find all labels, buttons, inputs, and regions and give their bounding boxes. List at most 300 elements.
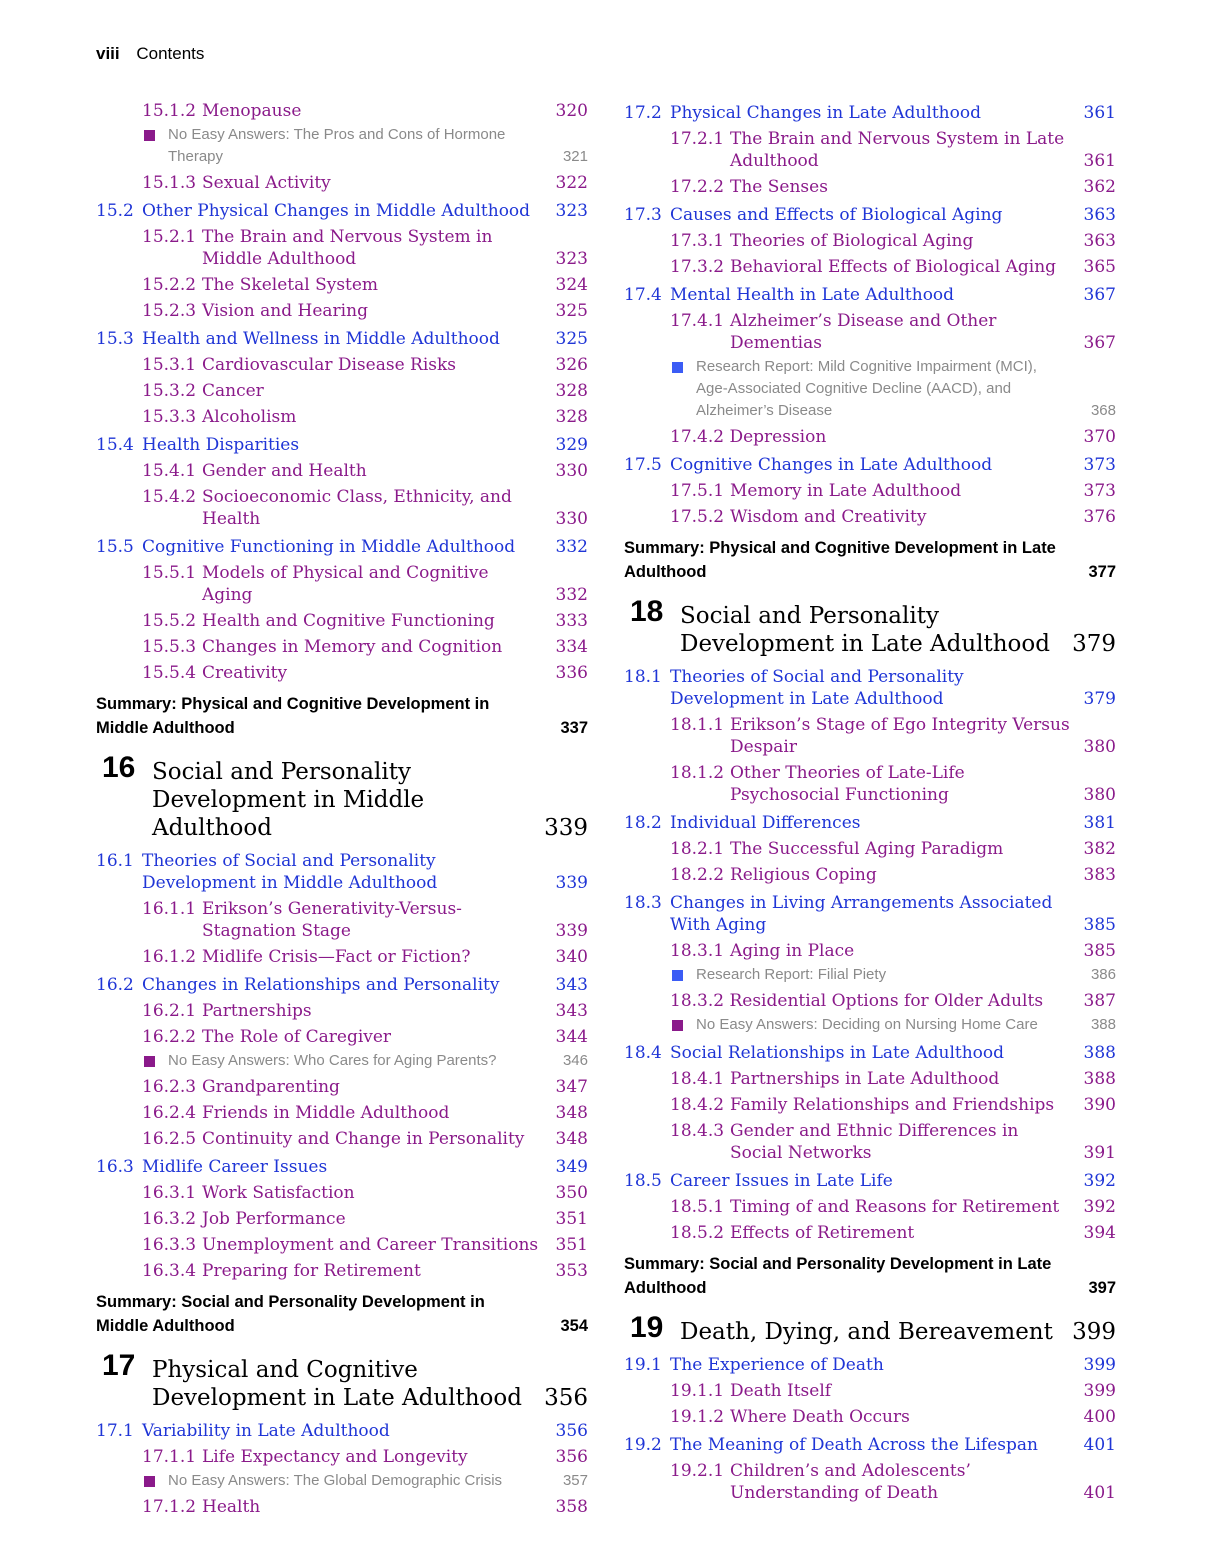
entry-title: The Brain and Nervous System in Middle Adulthood xyxy=(202,227,493,269)
no-easy-answers-square-icon xyxy=(144,1476,155,1487)
toc-subsection-entry[interactable] xyxy=(624,426,1116,448)
entry-number: 18.4.1 xyxy=(670,1069,725,1089)
entry-page: 401 xyxy=(1083,1435,1116,1455)
entry-number: 17.1 xyxy=(96,1421,134,1441)
entry-page: 330 xyxy=(555,461,588,481)
entry-title: Summary: Physical and Cognitive Development in Middle Adulthood xyxy=(96,695,490,737)
entry-page: 387 xyxy=(1083,991,1116,1011)
entry-page: 390 xyxy=(1083,1095,1116,1115)
entry-page: 386 xyxy=(1090,966,1116,983)
entry-title: Death, Dying, and Bereavement xyxy=(680,1319,1053,1345)
entry-number: 17.2 xyxy=(624,103,662,123)
chapter-number: 18 xyxy=(630,595,664,628)
toc-subsection-entry[interactable] xyxy=(96,1102,588,1124)
toc-summary-entry[interactable] xyxy=(624,1252,1116,1300)
entry-number: 17.3.1 xyxy=(670,231,725,251)
entry-title: Work Satisfaction xyxy=(202,1183,355,1203)
entry-page: 330 xyxy=(555,509,588,529)
toc-subsection-entry[interactable] xyxy=(96,100,588,122)
entry-page: 379 xyxy=(1083,689,1116,709)
entry-page: 385 xyxy=(1083,941,1116,961)
toc-summary-entry[interactable] xyxy=(96,692,588,740)
entry-page: 381 xyxy=(1083,813,1116,833)
toc-summary-entry[interactable] xyxy=(96,1290,588,1338)
entry-page: 347 xyxy=(555,1077,588,1097)
research-report-square-icon xyxy=(672,970,683,981)
toc-subsection-entry[interactable] xyxy=(96,460,588,482)
entry-title: Theories of Biological Aging xyxy=(730,231,974,251)
entry-number: 17.3.2 xyxy=(670,257,725,277)
chapter-number: 16 xyxy=(102,751,136,784)
entry-page: 392 xyxy=(1083,1171,1116,1191)
entry-title: Summary: Social and Personality Development in Late Adulthood xyxy=(624,1255,1052,1297)
entry-number: 15.4.1 xyxy=(142,461,197,481)
entry-page: 322 xyxy=(555,173,588,193)
entry-title: Physical and Cognitive Development in Late Adulthood xyxy=(152,1357,522,1411)
entry-title: Changes in Relationships and Personality xyxy=(142,975,500,995)
entry-page: 340 xyxy=(555,947,588,967)
entry-title: Physical Changes in Late Adulthood xyxy=(670,103,981,123)
entry-page: 391 xyxy=(1083,1143,1116,1163)
toc-subsection-entry[interactable] xyxy=(624,1094,1116,1116)
entry-title: No Easy Answers: Deciding on Nursing Home Care xyxy=(696,1016,1038,1033)
toc-subsection-entry[interactable] xyxy=(624,256,1116,278)
toc-section-entry[interactable] xyxy=(96,974,588,996)
entry-page: 401 xyxy=(1083,1483,1116,1503)
toc-section-entry[interactable] xyxy=(96,850,588,894)
entry-page: 351 xyxy=(555,1235,588,1255)
entry-page: 343 xyxy=(555,1001,588,1021)
toc-section-entry[interactable] xyxy=(96,1156,588,1178)
entry-number: 17.2.1 xyxy=(670,129,725,149)
entry-number: 15.5.2 xyxy=(142,611,197,631)
toc-section-entry[interactable] xyxy=(624,666,1116,710)
entry-number: 19.2 xyxy=(624,1435,662,1455)
toc-subsection-entry[interactable] xyxy=(624,1406,1116,1428)
entry-title: Other Physical Changes in Middle Adulthood xyxy=(142,201,531,221)
entry-title: The Brain and Nervous System in Late Adulthood xyxy=(730,129,1065,171)
entry-title: Models of Physical and Cognitive Aging xyxy=(202,563,489,605)
entry-title: Variability in Late Adulthood xyxy=(142,1421,390,1441)
entry-page: 329 xyxy=(555,435,588,455)
entry-title: Gender and Health xyxy=(202,461,367,481)
entry-title: Gender and Ethnic Differences in Social Networks xyxy=(730,1121,1019,1163)
entry-page: 363 xyxy=(1083,231,1116,251)
entry-number: 16.1.1 xyxy=(142,899,197,919)
entry-number: 17.5 xyxy=(624,455,662,475)
entry-page: 399 xyxy=(1083,1355,1116,1375)
entry-page: 385 xyxy=(1083,915,1116,935)
entry-page: 356 xyxy=(555,1447,588,1467)
entry-title: No Easy Answers: The Global Demographic Crisis xyxy=(168,1472,503,1489)
entry-title: Health Disparities xyxy=(142,435,300,455)
entry-title: Where Death Occurs xyxy=(730,1407,910,1427)
toc-subsection-entry[interactable] xyxy=(96,898,588,942)
entry-number: 15.3.3 xyxy=(142,407,197,427)
toc-feature-box-entry[interactable] xyxy=(624,1014,1116,1036)
entry-title: Social and Personality Development in Middle Adulthood xyxy=(152,759,425,841)
entry-title: Theories of Social and Personality Development in Late Adulthood xyxy=(670,667,964,709)
toc-subsection-entry[interactable] xyxy=(96,300,588,322)
toc-subsection-entry[interactable] xyxy=(624,128,1116,172)
entry-title: Research Report: Filial Piety xyxy=(696,966,887,983)
toc-section-entry[interactable] xyxy=(96,200,588,222)
entry-number: 15.2.1 xyxy=(142,227,197,247)
entry-number: 15.2 xyxy=(96,201,134,221)
entry-number: 15.1.2 xyxy=(142,101,197,121)
toc-section-entry[interactable] xyxy=(96,536,588,558)
entry-number: 19.1.2 xyxy=(670,1407,725,1427)
entry-number: 19.1.1 xyxy=(670,1381,725,1401)
no-easy-answers-square-icon xyxy=(672,1020,683,1031)
toc-subsection-entry[interactable] xyxy=(96,610,588,632)
entry-page: 373 xyxy=(1083,481,1116,501)
entry-title: Aging in Place xyxy=(730,941,855,961)
entry-title: The Senses xyxy=(730,177,828,197)
toc-subsection-entry[interactable] xyxy=(624,1460,1116,1504)
toc-subsection-entry[interactable] xyxy=(96,1496,588,1518)
entry-number: 18.3 xyxy=(624,893,662,913)
toc-subsection-entry[interactable] xyxy=(96,406,588,428)
entry-page: 392 xyxy=(1083,1197,1116,1217)
toc-section-entry[interactable] xyxy=(624,1042,1116,1064)
entry-page: 361 xyxy=(1083,151,1116,171)
entry-title: Summary: Physical and Cognitive Development in Late Adulthood xyxy=(624,539,1056,581)
entry-page: 323 xyxy=(555,201,588,221)
entry-number: 16.3.2 xyxy=(142,1209,197,1229)
entry-title: Mental Health in Late Adulthood xyxy=(670,285,955,305)
entry-page: 370 xyxy=(1083,427,1116,447)
toc-feature-box-entry[interactable] xyxy=(96,1470,588,1492)
entry-title: Theories of Social and Personality Development in Middle Adulthood xyxy=(142,851,438,893)
toc-chapter-entry[interactable] xyxy=(624,1311,1116,1346)
entry-page: 373 xyxy=(1083,455,1116,475)
entry-title: Friends in Middle Adulthood xyxy=(202,1103,450,1123)
toc-subsection-entry[interactable] xyxy=(624,1068,1116,1090)
entry-page: 399 xyxy=(1072,1319,1116,1345)
toc-subsection-entry[interactable] xyxy=(624,990,1116,1012)
entry-title: Social and Personality Development in Late Adulthood xyxy=(680,603,1050,657)
entry-number: 18.3.1 xyxy=(670,941,725,961)
toc-subsection-entry[interactable] xyxy=(96,1026,588,1048)
entry-number: 15.5.1 xyxy=(142,563,197,583)
toc-section-entry[interactable] xyxy=(624,454,1116,476)
toc-subsection-entry[interactable] xyxy=(96,1208,588,1230)
entry-title: Cognitive Changes in Late Adulthood xyxy=(670,455,993,475)
entry-number: 15.1.3 xyxy=(142,173,197,193)
toc-subsection-entry[interactable] xyxy=(96,1000,588,1022)
entry-page: 328 xyxy=(555,407,588,427)
entry-page: 336 xyxy=(555,663,588,683)
entry-number: 16.3.3 xyxy=(142,1235,197,1255)
entry-page: 332 xyxy=(555,537,588,557)
toc-subsection-entry[interactable] xyxy=(624,864,1116,886)
entry-page: 388 xyxy=(1083,1043,1116,1063)
toc-subsection-entry[interactable] xyxy=(624,838,1116,860)
entry-title: Midlife Crisis—Fact or Fiction? xyxy=(202,947,471,967)
entry-title: Menopause xyxy=(202,101,302,121)
entry-page: 323 xyxy=(555,249,588,269)
entry-number: 18.1.1 xyxy=(670,715,725,735)
toc-section-entry[interactable] xyxy=(624,812,1116,834)
entry-title: Health xyxy=(202,1497,261,1517)
entry-number: 18.1.2 xyxy=(670,763,725,783)
entry-title: Health and Cognitive Functioning xyxy=(202,611,495,631)
entry-page: 358 xyxy=(555,1497,588,1517)
entry-number: 17.3 xyxy=(624,205,662,225)
entry-title: The Successful Aging Paradigm xyxy=(730,839,1004,859)
entry-title: Summary: Social and Personality Development in Middle Adulthood xyxy=(96,1293,485,1335)
entry-title: Job Performance xyxy=(202,1209,346,1229)
entry-page: 348 xyxy=(555,1103,588,1123)
entry-title: Wisdom and Creativity xyxy=(730,507,927,527)
entry-page: 346 xyxy=(562,1052,588,1069)
entry-page: 332 xyxy=(555,585,588,605)
entry-number: 18.5.1 xyxy=(670,1197,725,1217)
toc-subsection-entry[interactable] xyxy=(624,176,1116,198)
toc-subsection-entry[interactable] xyxy=(624,1196,1116,1218)
toc-feature-box-entry[interactable] xyxy=(624,356,1116,422)
toc-section-entry[interactable] xyxy=(96,1420,588,1442)
entry-title: Alzheimer’s Disease and Other Dementias xyxy=(730,311,997,353)
entry-number: 18.5 xyxy=(624,1171,662,1191)
entry-page: 361 xyxy=(1083,103,1116,123)
entry-number: 18.4.2 xyxy=(670,1095,725,1115)
toc-subsection-entry[interactable] xyxy=(624,940,1116,962)
entry-page: 343 xyxy=(555,975,588,995)
toc-subsection-entry[interactable] xyxy=(96,226,588,270)
entry-page: 344 xyxy=(555,1027,588,1047)
entry-number: 16.2.2 xyxy=(142,1027,197,1047)
toc-subsection-entry[interactable] xyxy=(96,1260,588,1282)
entry-page: 349 xyxy=(555,1157,588,1177)
entry-page: 400 xyxy=(1083,1407,1116,1427)
toc-section-entry[interactable] xyxy=(96,434,588,456)
entry-number: 18.1 xyxy=(624,667,662,687)
entry-page: 382 xyxy=(1083,839,1116,859)
entry-page: 394 xyxy=(1083,1223,1116,1243)
entry-number: 18.2.2 xyxy=(670,865,725,885)
entry-number: 18.4.3 xyxy=(670,1121,725,1141)
chapter-number: 17 xyxy=(102,1349,136,1382)
entry-page: 380 xyxy=(1083,785,1116,805)
toc-feature-box-entry[interactable] xyxy=(96,1050,588,1072)
toc-section-entry[interactable] xyxy=(624,102,1116,124)
toc-chapter-entry[interactable] xyxy=(96,1349,588,1412)
entry-page: 326 xyxy=(555,355,588,375)
entry-page: 365 xyxy=(1083,257,1116,277)
entry-title: 18.3.2 Residential Options for Older Adults xyxy=(670,991,1044,1011)
entry-page: 357 xyxy=(562,1472,588,1489)
entry-page: 339 xyxy=(544,815,588,841)
entry-number: 18.5.2 xyxy=(670,1223,725,1243)
toc-subsection-entry[interactable] xyxy=(624,310,1116,354)
toc-section-entry[interactable] xyxy=(624,284,1116,306)
entry-number: 15.3.1 xyxy=(142,355,197,375)
toc-subsection-entry[interactable] xyxy=(96,1076,588,1098)
toc-subsection-entry[interactable] xyxy=(96,354,588,376)
entry-title: Grandparenting xyxy=(202,1077,340,1097)
entry-page: 328 xyxy=(555,381,588,401)
entry-title: Creativity xyxy=(202,663,288,683)
entry-title: Preparing for Retirement xyxy=(202,1261,421,1281)
toc-subsection-entry[interactable] xyxy=(96,1182,588,1204)
entry-title: Erikson’s Generativity-Versus-Stagnation Stage xyxy=(202,899,462,941)
entry-number: 16.3.4 xyxy=(142,1261,197,1281)
entry-page: 321 xyxy=(562,148,588,165)
entry-title: 17.4.2 Depression xyxy=(670,427,827,447)
entry-title: The Skeletal System xyxy=(202,275,379,295)
toc-section-entry[interactable] xyxy=(624,204,1116,226)
entry-title: Career Issues in Late Life xyxy=(670,1171,893,1191)
toc-subsection-entry[interactable] xyxy=(96,1234,588,1256)
toc-subsection-entry[interactable] xyxy=(96,662,588,684)
toc-subsection-entry[interactable] xyxy=(96,562,588,606)
entry-number: 15.4 xyxy=(96,435,134,455)
toc-subsection-entry[interactable] xyxy=(624,230,1116,252)
toc-chapter-entry[interactable] xyxy=(624,595,1116,658)
entry-page: 350 xyxy=(555,1183,588,1203)
chapter-number: 19 xyxy=(630,1311,664,1344)
toc-section-entry[interactable] xyxy=(624,1170,1116,1192)
entry-title: Changes in Living Arrangements Associated With Aging xyxy=(670,893,1053,935)
entry-page: 383 xyxy=(1083,865,1116,885)
entry-page: 362 xyxy=(1083,177,1116,197)
toc-subsection-entry[interactable] xyxy=(624,714,1116,758)
toc-left-column xyxy=(96,96,588,1518)
toc-subsection-entry[interactable] xyxy=(96,486,588,530)
toc-feature-box-entry[interactable] xyxy=(96,124,588,168)
entry-number: 15.3 xyxy=(96,329,134,349)
toc-subsection-entry[interactable] xyxy=(96,946,588,968)
toc-subsection-entry[interactable] xyxy=(96,1446,588,1468)
page-header xyxy=(96,44,204,64)
entry-title: Vision and Hearing xyxy=(202,301,368,321)
toc-subsection-entry[interactable] xyxy=(624,480,1116,502)
toc-subsection-entry[interactable] xyxy=(96,172,588,194)
toc-chapter-entry[interactable] xyxy=(96,751,588,842)
entry-page: 324 xyxy=(555,275,588,295)
toc-summary-entry[interactable] xyxy=(624,536,1116,584)
entry-page: 348 xyxy=(555,1129,588,1149)
entry-title: Religious Coping xyxy=(730,865,877,885)
entry-page: 377 xyxy=(1088,563,1116,581)
entry-title: Health and Wellness in Middle Adulthood xyxy=(142,329,500,349)
entry-number: 16.2.4 xyxy=(142,1103,197,1123)
toc-section-entry[interactable] xyxy=(624,892,1116,936)
entry-number: 18.2.1 xyxy=(670,839,725,859)
entry-number: 15.5.4 xyxy=(142,663,197,683)
entry-number: 16.2.5 xyxy=(142,1129,197,1149)
entry-title: Research Report: Mild Cognitive Impairment (MCI), Age-Associated Cognitive Decline (AACD), and Alzheimer’s Disease xyxy=(696,358,1037,419)
entry-title: Timing of and Reasons for Retirement xyxy=(730,1197,1060,1217)
entry-title: Children’s and Adolescents’ Understanding of Death xyxy=(730,1461,971,1503)
entry-title: Death Itself xyxy=(730,1381,832,1401)
entry-page: 333 xyxy=(555,611,588,631)
entry-page: 353 xyxy=(555,1261,588,1281)
entry-page: 376 xyxy=(1083,507,1116,527)
toc-subsection-entry[interactable] xyxy=(96,380,588,402)
entry-number: 17.5.2 xyxy=(670,507,725,527)
entry-number: 16.3.1 xyxy=(142,1183,197,1203)
entry-number: 15.5.3 xyxy=(142,637,197,657)
entry-page: 320 xyxy=(555,101,588,121)
toc-subsection-entry[interactable] xyxy=(624,1120,1116,1164)
no-easy-answers-square-icon xyxy=(144,1056,155,1067)
entry-number: 16.1.2 xyxy=(142,947,197,967)
entry-page: 363 xyxy=(1083,205,1116,225)
toc-subsection-entry[interactable] xyxy=(624,506,1116,528)
entry-title: No Easy Answers: The Pros and Cons of Hormone Therapy xyxy=(168,126,506,165)
entry-number: 17.1.2 xyxy=(142,1497,197,1517)
entry-number: 16.2 xyxy=(96,975,134,995)
entry-title: Cancer xyxy=(202,381,264,401)
entry-number: 15.2.3 xyxy=(142,301,197,321)
entry-number: 17.4.1 xyxy=(670,311,725,331)
toc-subsection-entry[interactable] xyxy=(96,636,588,658)
entry-title: Partnerships xyxy=(202,1001,312,1021)
toc-section-entry[interactable] xyxy=(96,328,588,350)
toc-subsection-entry[interactable] xyxy=(96,1128,588,1150)
entry-number: 17.5.1 xyxy=(670,481,725,501)
toc-subsection-entry[interactable] xyxy=(624,762,1116,806)
entry-page: 388 xyxy=(1083,1069,1116,1089)
no-easy-answers-square-icon xyxy=(144,130,155,141)
toc-right-column xyxy=(624,96,1116,1504)
entry-page: 334 xyxy=(555,637,588,657)
entry-title: The Experience of Death xyxy=(670,1355,884,1375)
entry-page: 368 xyxy=(1090,402,1116,419)
entry-title: The Meaning of Death Across the Lifespan xyxy=(670,1435,1038,1455)
entry-number: 16.3 xyxy=(96,1157,134,1177)
entry-title: Individual Differences xyxy=(670,813,861,833)
entry-page: 337 xyxy=(560,719,588,737)
entry-title: Continuity and Change in Personality xyxy=(202,1129,525,1149)
toc-subsection-entry[interactable] xyxy=(96,274,588,296)
toc-feature-box-entry[interactable] xyxy=(624,964,1116,986)
entry-number: 15.3.2 xyxy=(142,381,197,401)
entry-page: 397 xyxy=(1088,1279,1116,1297)
entry-page: 356 xyxy=(555,1421,588,1441)
entry-title: Family Relationships and Friendships xyxy=(730,1095,1055,1115)
toc-section-entry[interactable] xyxy=(624,1434,1116,1456)
toc-subsection-entry[interactable] xyxy=(624,1380,1116,1402)
entry-title: Social Relationships in Late Adulthood xyxy=(670,1043,1005,1063)
toc-subsection-entry[interactable] xyxy=(624,1222,1116,1244)
entry-page: 339 xyxy=(555,921,588,941)
entry-title: Unemployment and Career Transitions xyxy=(202,1235,539,1255)
research-report-square-icon xyxy=(672,362,683,373)
entry-title: Other Theories of Late-Life Psychosocial Functioning xyxy=(730,763,965,805)
entry-title: Cardiovascular Disease Risks xyxy=(202,355,457,375)
page-title: Contents xyxy=(136,44,205,63)
entry-page: 325 xyxy=(555,329,588,349)
entry-number: 15.2.2 xyxy=(142,275,197,295)
entry-number: 16.2.1 xyxy=(142,1001,197,1021)
entry-page: 399 xyxy=(1083,1381,1116,1401)
entry-title: Socioeconomic Class, Ethnicity, and Health xyxy=(202,487,512,529)
entry-page: 354 xyxy=(560,1317,588,1335)
toc-section-entry[interactable] xyxy=(624,1354,1116,1376)
entry-number: 15.5 xyxy=(96,537,134,557)
entry-title: Sexual Activity xyxy=(202,173,331,193)
entry-page: 379 xyxy=(1072,631,1116,657)
entry-title: Cognitive Functioning in Middle Adulthood xyxy=(142,537,516,557)
page-number: viii xyxy=(96,44,120,63)
entry-page: 380 xyxy=(1083,737,1116,757)
entry-title: Alcoholism xyxy=(202,407,297,427)
entry-title: Changes in Memory and Cognition xyxy=(202,637,503,657)
